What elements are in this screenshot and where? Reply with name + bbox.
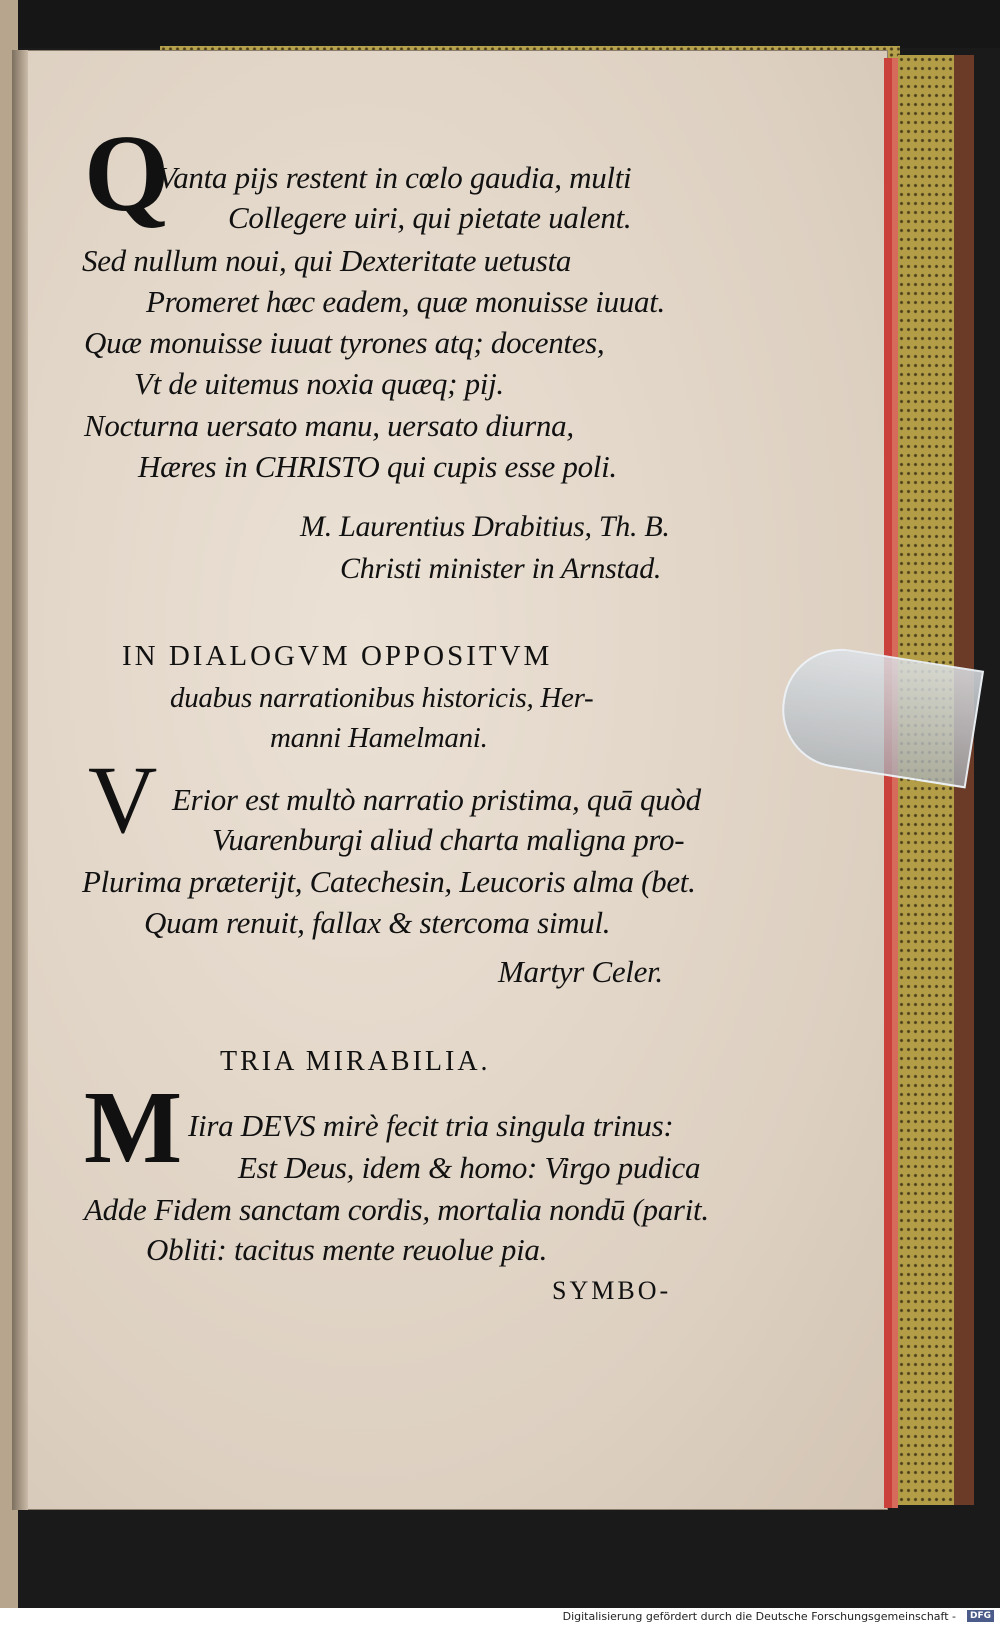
poem2-subheading-2: manni Hamelmani.	[270, 722, 488, 754]
footer-text: Digitalisierung gefördert durch die Deutsche Forschungsgemeinschaft -	[562, 1610, 956, 1623]
poem1-line-3: Sed nullum noui, qui Dexteritate uetusta	[82, 243, 572, 278]
dropcap-q: Q	[84, 112, 170, 234]
poem1-line-5: Quæ monuisse iuuat tyrones atq; docentes,	[84, 325, 605, 360]
poem2-heading: IN DIALOGVM OPPOSITVM	[122, 640, 553, 672]
scan-background	[0, 0, 1000, 48]
poem1-signature-1: M. Laurentius Drabitius, Th. B.	[300, 510, 670, 543]
poem2-line-4: Quam renuit, fallax & stercoma simul.	[144, 905, 611, 940]
poem1-line-1: Vanta pijs restent in cœlo gaudia, multi	[158, 160, 632, 195]
dropcap-m: M	[84, 1070, 183, 1185]
poem3-line-1: Iira DEVS mirè fecit tria singula trinus:	[188, 1108, 674, 1143]
poem3-heading: TRIA MIRABILIA.	[220, 1046, 491, 1077]
dropcap-v: V	[88, 746, 158, 853]
poem3-line-2: Est Deus, idem & homo: Virgo pudica	[238, 1150, 701, 1185]
poem1-signature-2: Christi minister in Arnstad.	[340, 552, 662, 585]
poem1-line-8: Hæres in CHRISTO qui cupis esse poli.	[138, 449, 617, 484]
dfg-logo: DFG	[967, 1610, 994, 1622]
poem3-line-4: Obliti: tacitus mente reuolue pia.	[146, 1232, 548, 1267]
poem2-signature: Martyr Celer.	[498, 954, 663, 989]
poem1-line-4: Promeret hæc eadem, quæ monuisse iuuat.	[146, 284, 665, 319]
poem2-line-3: Plurima præterijt, Catechesin, Leucoris alma (bet.	[82, 864, 696, 899]
poem1-line-7: Nocturna uersato manu, uersato diurna,	[84, 408, 574, 443]
poem2-line-2: Vuarenburgi aliud charta maligna pro-	[212, 822, 685, 857]
poem2-line-1: Erior est multò narratio pristima, quā quòd	[172, 782, 701, 817]
poem2-subheading-1: duabus narrationibus historicis, Her-	[170, 682, 594, 714]
page-red-edge	[884, 58, 892, 1508]
poem3-line-3: Adde Fidem sanctam cordis, mortalia nondū (parit.	[84, 1192, 709, 1227]
catchword: SYMBO-	[552, 1276, 672, 1305]
poem1-line-6: Vt de uitemus noxia quæq; pij.	[134, 366, 504, 401]
digitization-footer	[0, 1608, 1000, 1626]
poem1-line-2: Collegere uiri, qui pietate ualent.	[228, 200, 632, 235]
page-gutter-shadow	[12, 50, 28, 1510]
